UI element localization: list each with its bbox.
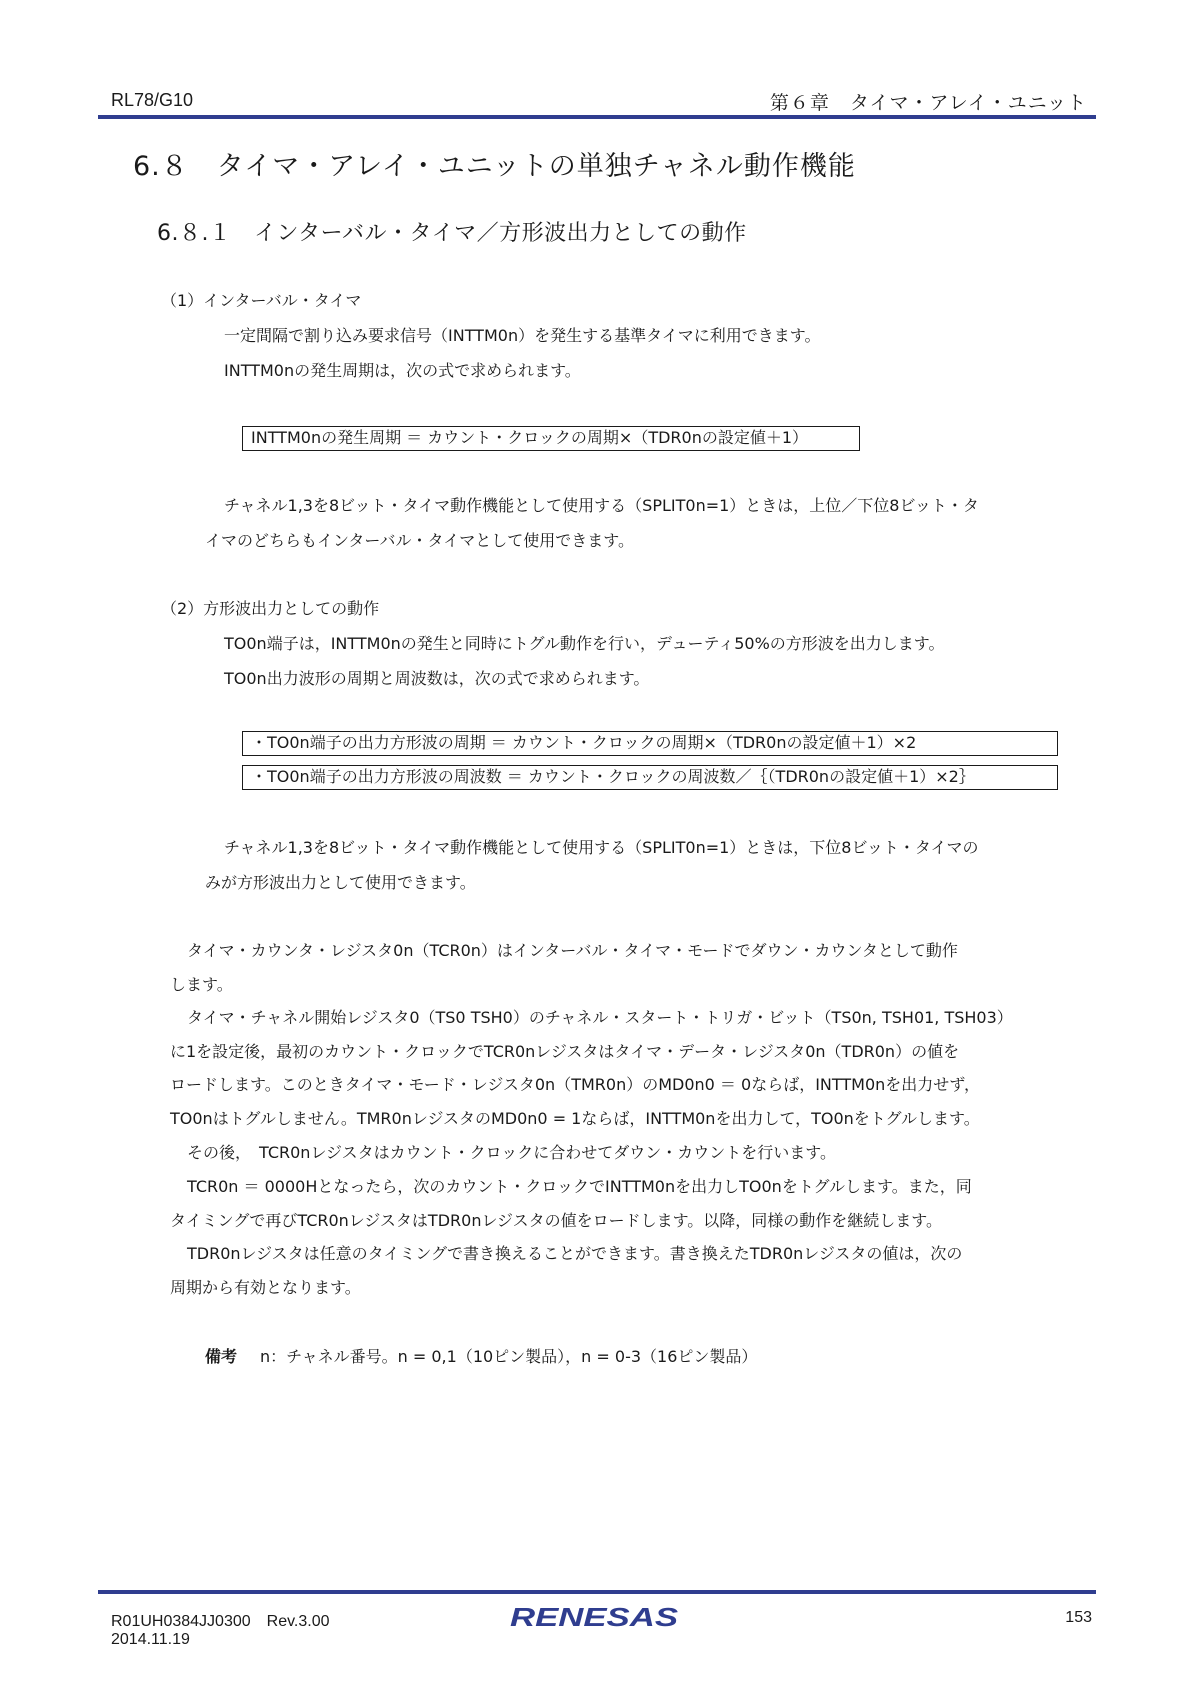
- body-line: TCR0n ＝ 0000Hとなったら，次のカウント・クロックでINTTM0nを出力しTO0nをトグルします。また，同: [187, 1177, 972, 1196]
- body-line: タイミングで再びTCR0nレジスタはTDR0nレジスタの値をロードします。以降，同様の動作を継続します。: [170, 1211, 943, 1230]
- body-line: します。: [170, 975, 233, 994]
- body-line: に1を設定後，最初のカウント・クロックでTCR0nレジスタはタイマ・データ・レジスタ0n（TDR0n）の値を: [170, 1042, 960, 1061]
- body-line: ロードします。このときタイマ・モード・レジスタ0n（TMR0n）のMD0n0 ＝ 0ならば，INTTM0nを出力せず，: [170, 1075, 980, 1094]
- subsection-title: 6.８.１ インターバル・タイマ／方形波出力としての動作: [157, 221, 747, 246]
- part2-note-line2: みが方形波出力として使用できます。: [205, 873, 476, 892]
- part2-formula-period-box: ・TO0n端子の出力方形波の周期 ＝ カウント・クロックの周期×（TDR0nの設定値＋1）×2: [242, 731, 1058, 756]
- part2-line2: TO0n出力波形の周期と周波数は，次の式で求められます。: [224, 669, 650, 688]
- renesas-logo: [510, 1602, 680, 1636]
- footer-rule: [98, 1590, 1096, 1594]
- part2-note-line1: チャネル1,3を8ビット・タイマ動作機能として使用する（SPLIT0n=1）ときは，下位8ビット・タイマの: [224, 838, 979, 857]
- part1-note-line1: チャネル1,3を8ビット・タイマ動作機能として使用する（SPLIT0n=1）ときは，上位／下位8ビット・タ: [224, 496, 979, 515]
- part1-line2: INTTM0nの発生周期は，次の式で求められます。: [224, 361, 581, 380]
- footer-date: 2014.11.19: [111, 1631, 190, 1648]
- footer-doc-number: R01UH0384JJ0300 Rev.3.00: [111, 1613, 330, 1630]
- body-line: その後， TCR0nレジスタはカウント・クロックに合わせてダウン・カウントを行います。: [187, 1143, 836, 1162]
- remark-text: n：チャネル番号。n = 0,1（10ピン製品），n = 0-3（16ピン製品）: [260, 1347, 758, 1366]
- header-rule: [98, 115, 1096, 119]
- renesas-logo-mark: [510, 1602, 680, 1632]
- body-line: タイマ・カウンタ・レジスタ0n（TCR0n）はインターバル・タイマ・モードでダウン・カウンタとして動作: [187, 941, 958, 960]
- section-title: 6.８ タイマ・アレイ・ユニットの単独チャネル動作機能: [133, 151, 856, 182]
- body-line: タイマ・チャネル開始レジスタ0（TS0 TSH0）のチャネル・スタート・トリガ・ビット（TS0n, TSH01, TSH03）: [187, 1008, 1013, 1027]
- part1-formula-box: INTTM0nの発生周期 ＝ カウント・クロックの周期×（TDR0nの設定値＋1）: [242, 426, 860, 451]
- page-number: 153: [1065, 1609, 1092, 1626]
- body-line: TDR0nレジスタは任意のタイミングで書き換えることができます。書き換えたTDR0nレジスタの値は，次の: [187, 1244, 963, 1263]
- part2-formula-frequency-box: ・TO0n端子の出力方形波の周波数 ＝ カウント・クロックの周波数／｛（TDR0nの設定値＋1）×2｝: [242, 765, 1058, 790]
- header-doc-id: RL78/G10: [111, 90, 194, 110]
- part2-line1: TO0n端子は，INTTM0nの発生と同時にトグル動作を行い，デューティ50%の方形波を出力します。: [224, 634, 945, 653]
- body-line: TO0nはトグルしません。TMR0nレジスタのMD0n0 = 1ならば，INTTM0nを出力して，TO0nをトグルします。: [170, 1109, 980, 1128]
- body-line: 周期から有効となります。: [170, 1278, 361, 1297]
- remark-label: 備考: [205, 1347, 238, 1366]
- part1-note-line2: イマのどちらもインターバル・タイマとして使用できます。: [205, 531, 634, 550]
- part1-line1: 一定間隔で割り込み要求信号（INTTM0n）を発生する基準タイマに利用できます。: [224, 326, 821, 345]
- header-chapter: 第６章 タイマ・アレイ・ユニット: [769, 92, 1087, 114]
- part2-heading: （2）方形波出力としての動作: [161, 599, 380, 618]
- part1-heading: （1）インターバル・タイマ: [161, 291, 362, 310]
- renesas-logo-text: RENESAS: [510, 1602, 679, 1632]
